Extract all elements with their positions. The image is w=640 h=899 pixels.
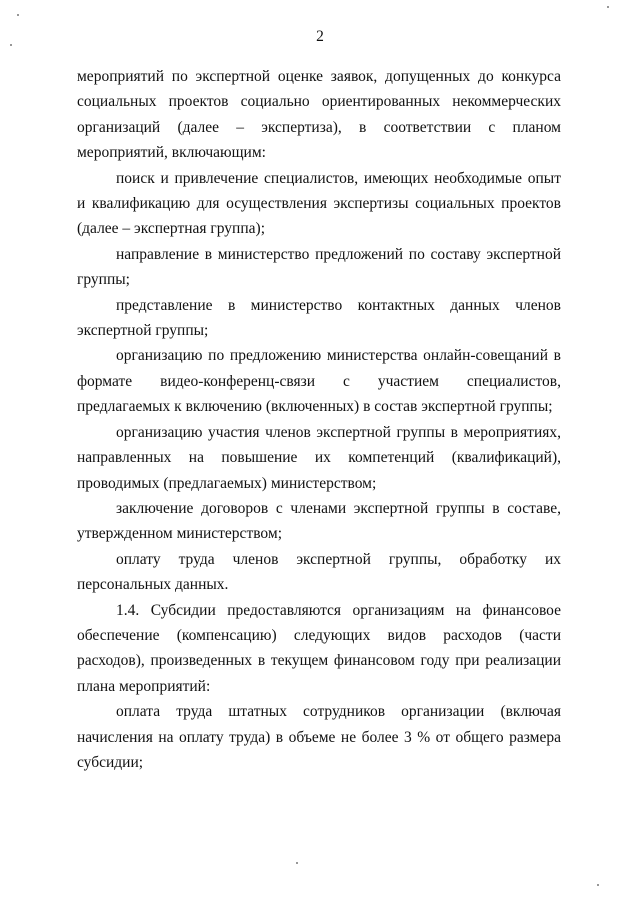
paragraph-expert-search: поиск и привлечение специалистов, имеющих необходимые опыт и квалификацию для осуществления экспертизы социальных проектов (далее – экспертная группа); [77,169,561,238]
paragraph-online-meetings: организацию по предложению министерства онлайн-совещаний в формате видео-конференц-связи с участием специалистов, предлагаемых к включению (включенных) в состав экспертной группы; [77,347,561,416]
scan-speck [10,44,12,46]
scan-speck [597,884,599,886]
paragraph-continuation: мероприятий по экспертной оценке заявок, допущенных до конкурса социальных проектов социально ориентированных некоммерческих организаций (далее – экспертиза), в соответствии с планом мероприятий, включающим: [77,68,561,162]
paragraph-section-1-4: 1.4. Субсидии предоставляются организациям на финансовое обеспечение (компенсацию) следующих видов расходов (части расходов), произведенных в текущем финансовом году при реализации плана мероприятий: [77,601,561,695]
paragraph-participation: организацию участия членов экспертной группы в мероприятиях, направленных на повышение их компетенций (квалификаций), проводимых (предлагаемых) министерством; [77,423,561,492]
paragraph-payment: оплату труда членов экспертной группы, обработку их персональных данных. [77,550,561,594]
scan-speck [17,14,19,16]
paragraph-proposals: направление в министерство предложений по составу экспертной группы; [77,245,561,289]
scan-speck [296,862,298,864]
page-number: 2 [316,28,324,45]
document-body [77,64,561,775]
paragraph-contacts: представление в министерство контактных данных членов экспертной группы; [77,296,561,340]
paragraph-contracts: заключение договоров с членами экспертной группы в составе, утвержденном министерством; [77,499,561,543]
paragraph-staff-salary: оплата труда штатных сотрудников организации (включая начисления на оплату труда) в объеме не более 3 % от общего размера субсидии; [77,703,561,771]
scan-speck [607,6,609,8]
